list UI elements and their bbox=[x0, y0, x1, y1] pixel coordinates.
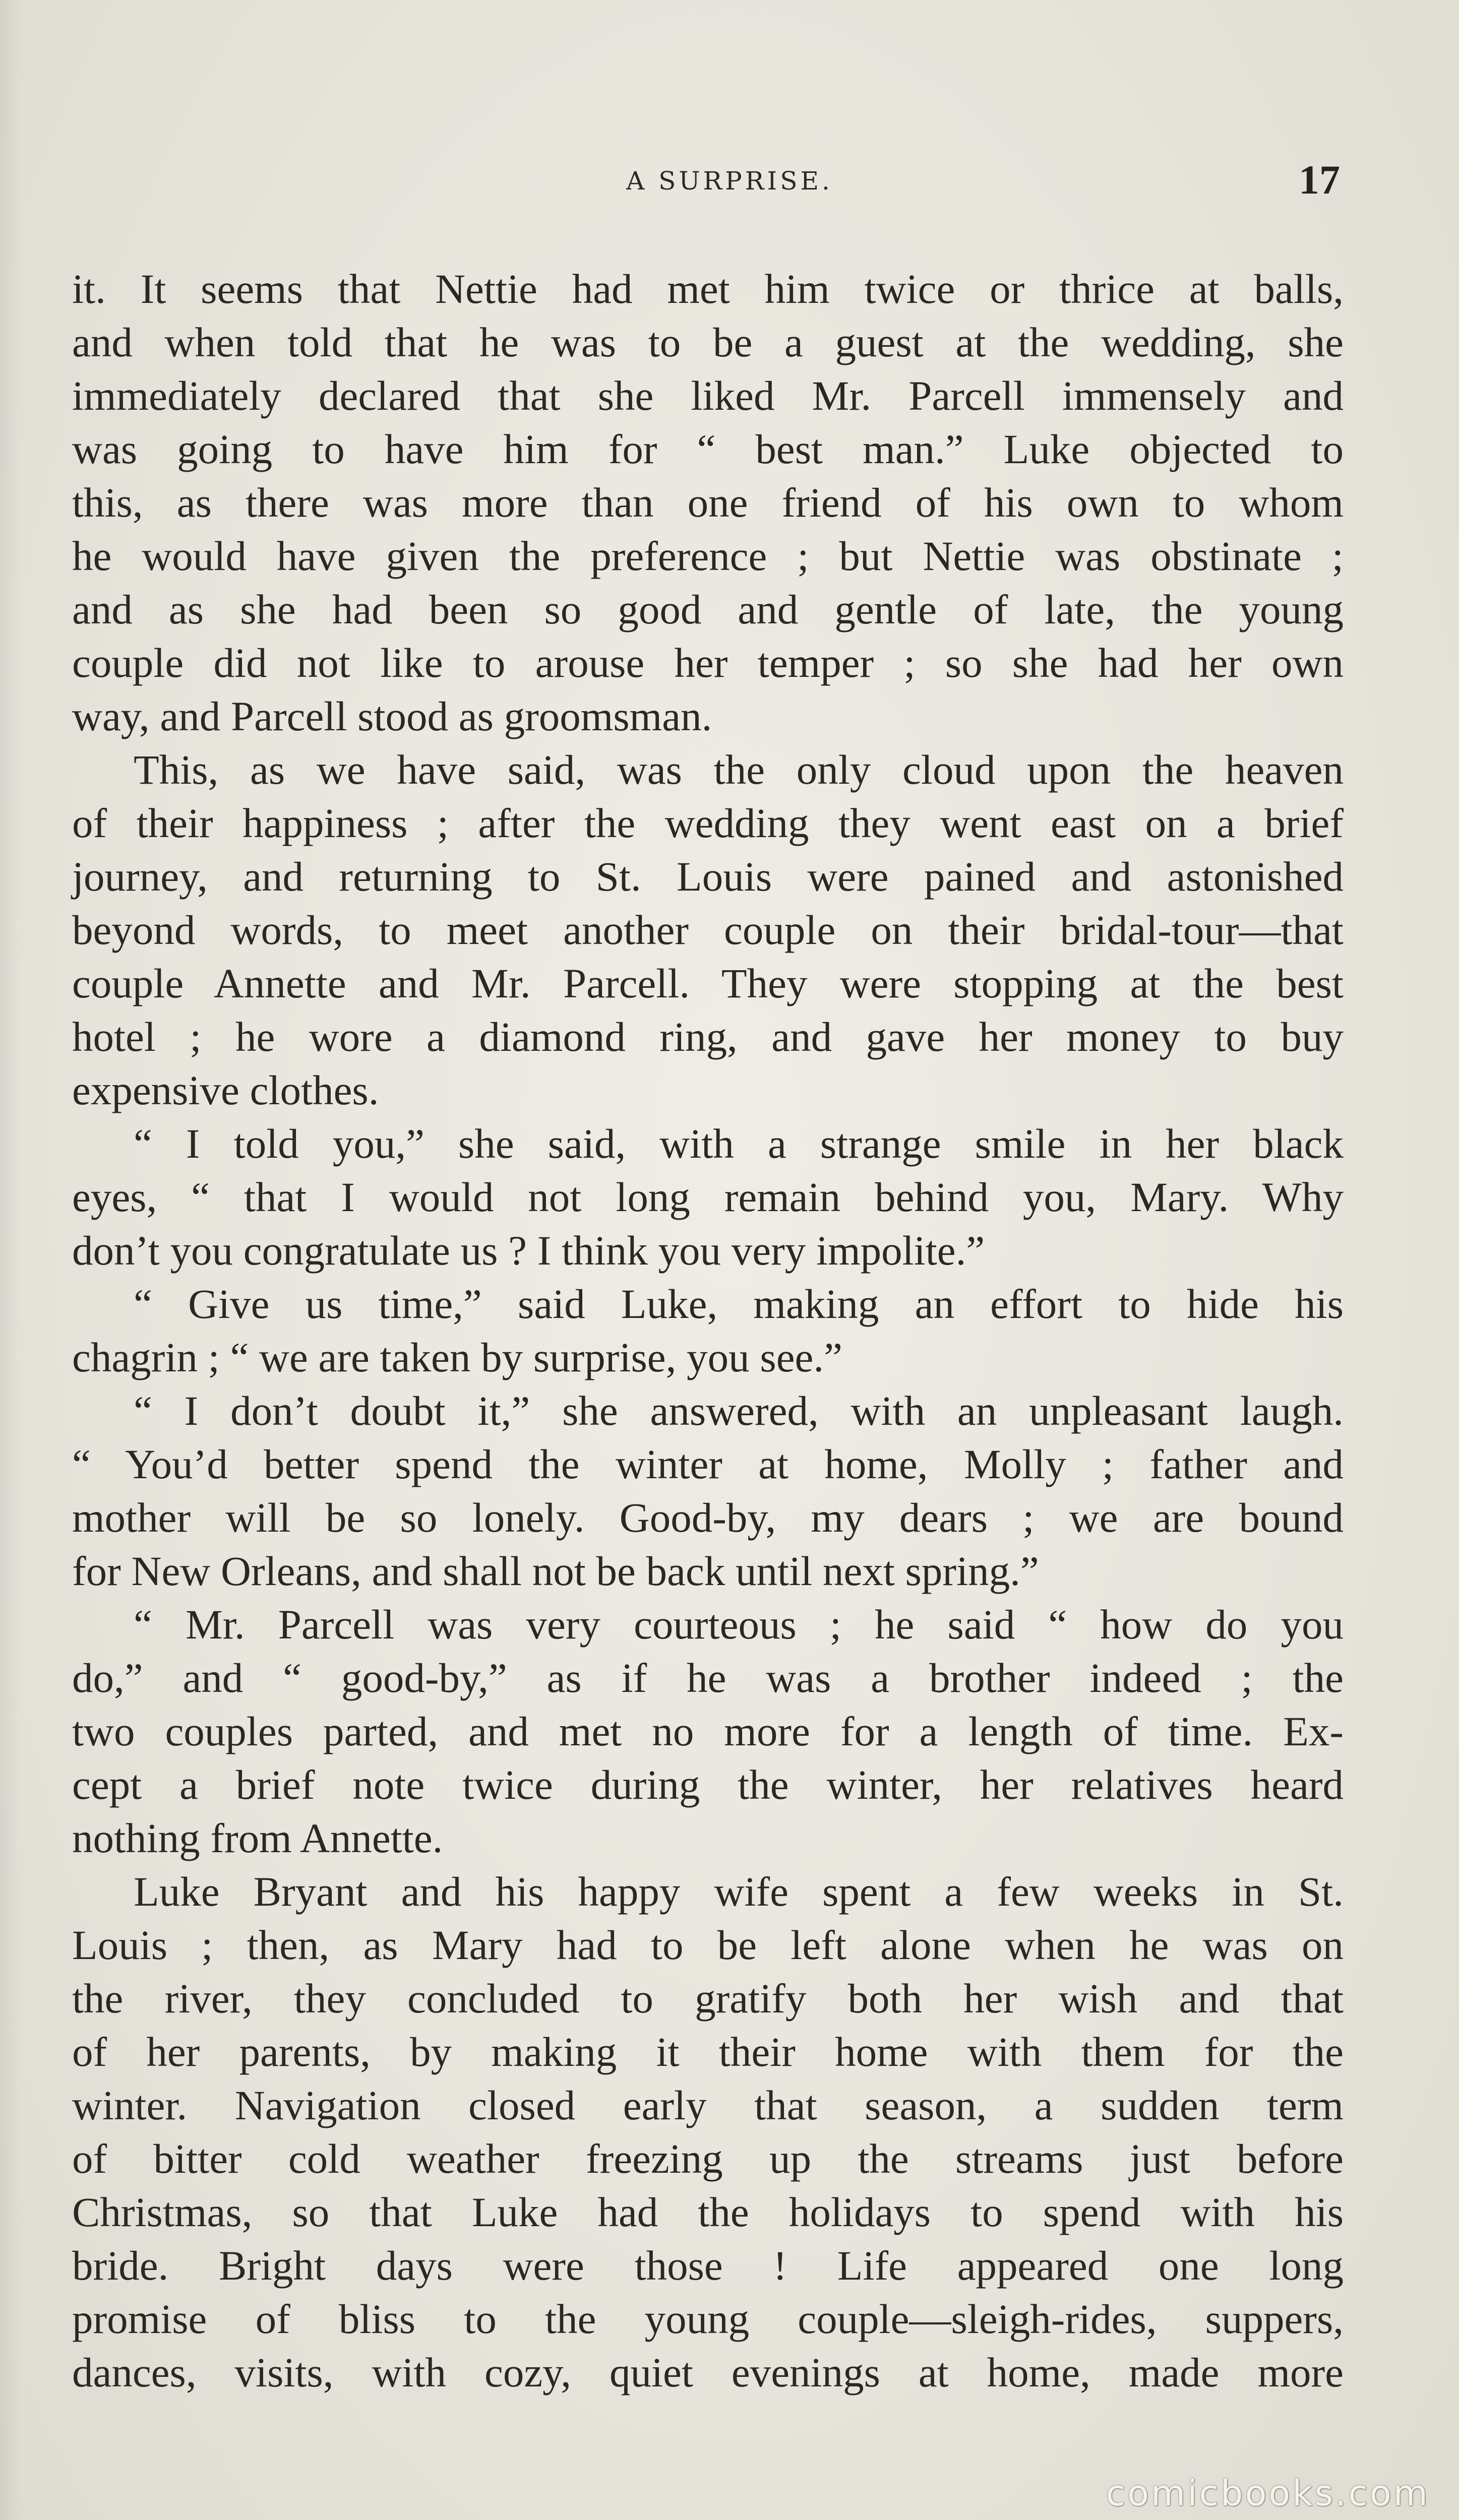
text-line: Louis ; then, as Mary had to be left alone when he was on bbox=[72, 1922, 1344, 1968]
text-line: immediately declared that she liked Mr. Parcell immensely and bbox=[72, 372, 1344, 419]
text-line: the river, they concluded to gratify both her wish and that bbox=[72, 1975, 1344, 2022]
text-line: it. It seems that Nettie had met him twice or thrice at balls, bbox=[72, 266, 1344, 312]
page-edge-shadow bbox=[0, 0, 20, 2520]
text-line: was going to have him for “ best man.” Luke objected to bbox=[72, 426, 1344, 472]
text-line: this, as there was more than one friend of his own to whom bbox=[72, 479, 1344, 526]
text-line: nothing from Annette. bbox=[72, 1815, 443, 1861]
text-line: eyes, “ that I would not long remain behind you, Mary. Why bbox=[72, 1174, 1344, 1220]
text-line: “ Mr. Parcell was very courteous ; he said “ how do you bbox=[134, 1601, 1344, 1648]
text-line: for New Orleans, and shall not be back until next spring.” bbox=[72, 1548, 1039, 1594]
text-line: beyond words, to meet another couple on their bridal-tour—that bbox=[72, 907, 1344, 953]
text-line: chagrin ; “ we are taken by surprise, you see.” bbox=[72, 1334, 842, 1380]
text-line: promise of bliss to the young couple—sleigh-rides, suppers, bbox=[72, 2296, 1344, 2342]
text-line: This, as we have said, was the only cloud upon the heaven bbox=[134, 746, 1344, 793]
text-line: of bitter cold weather freezing up the streams just before bbox=[72, 2135, 1344, 2182]
text-line: do,” and “ good-by,” as if he was a brother indeed ; the bbox=[72, 1655, 1344, 1701]
text-line: he would have given the preference ; but Nettie was obstinate ; bbox=[72, 533, 1344, 579]
text-line: two couples parted, and met no more for a length of time. Ex- bbox=[72, 1708, 1344, 1754]
running-head bbox=[0, 151, 1459, 222]
text-line: “ You’d better spend the winter at home, Molly ; father and bbox=[72, 1441, 1344, 1487]
text-line: of their happiness ; after the wedding they went east on a brief bbox=[72, 800, 1344, 846]
text-line: mother will be so lonely. Good-by, my dears ; we are bound bbox=[72, 1494, 1344, 1541]
text-line: “ I told you,” she said, with a strange smile in her black bbox=[134, 1120, 1344, 1167]
text-line: couple Annette and Mr. Parcell. They were stopping at the best bbox=[72, 960, 1344, 1006]
text-line: and as she had been so good and gentle of late, the young bbox=[72, 586, 1344, 633]
text-line: “ I don’t doubt it,” she answered, with an unpleasant laugh. bbox=[134, 1388, 1344, 1434]
text-line: winter. Navigation closed early that season, a sudden term bbox=[72, 2082, 1344, 2128]
text-line: couple did not like to arouse her temper ; so she had her own bbox=[72, 640, 1344, 686]
page-number: 17 bbox=[1299, 157, 1340, 203]
text-line: don’t you congratulate us ? I think you very impolite.” bbox=[72, 1227, 985, 1274]
text-line: Luke Bryant and his happy wife spent a few weeks in St. bbox=[134, 1868, 1344, 1915]
text-line: Christmas, so that Luke had the holidays to spend with his bbox=[72, 2189, 1344, 2235]
text-line: “ Give us time,” said Luke, making an effort to hide his bbox=[134, 1281, 1344, 1327]
text-line: journey, and returning to St. Louis were pained and astonished bbox=[72, 853, 1344, 900]
text-line: of her parents, by making it their home with them for the bbox=[72, 2029, 1344, 2075]
text-line: cept a brief note twice during the winter, her relatives heard bbox=[72, 1761, 1344, 1808]
text-line: dances, visits, with cozy, quiet evenings at home, made more bbox=[72, 2349, 1344, 2396]
text-line: hotel ; he wore a diamond ring, and gave her money to buy bbox=[72, 1014, 1344, 1060]
chapter-title: A SURPRISE. bbox=[626, 166, 833, 196]
text-line: and when told that he was to be a guest at the wedding, she bbox=[72, 319, 1344, 365]
watermark: comicbooks.com bbox=[1106, 2473, 1430, 2514]
text-line: bride. Bright days were those ! Life appeared one long bbox=[72, 2242, 1344, 2289]
text-line: way, and Parcell stood as groomsman. bbox=[72, 693, 712, 739]
text-line: expensive clothes. bbox=[72, 1067, 379, 1113]
body-text bbox=[72, 262, 1344, 2399]
